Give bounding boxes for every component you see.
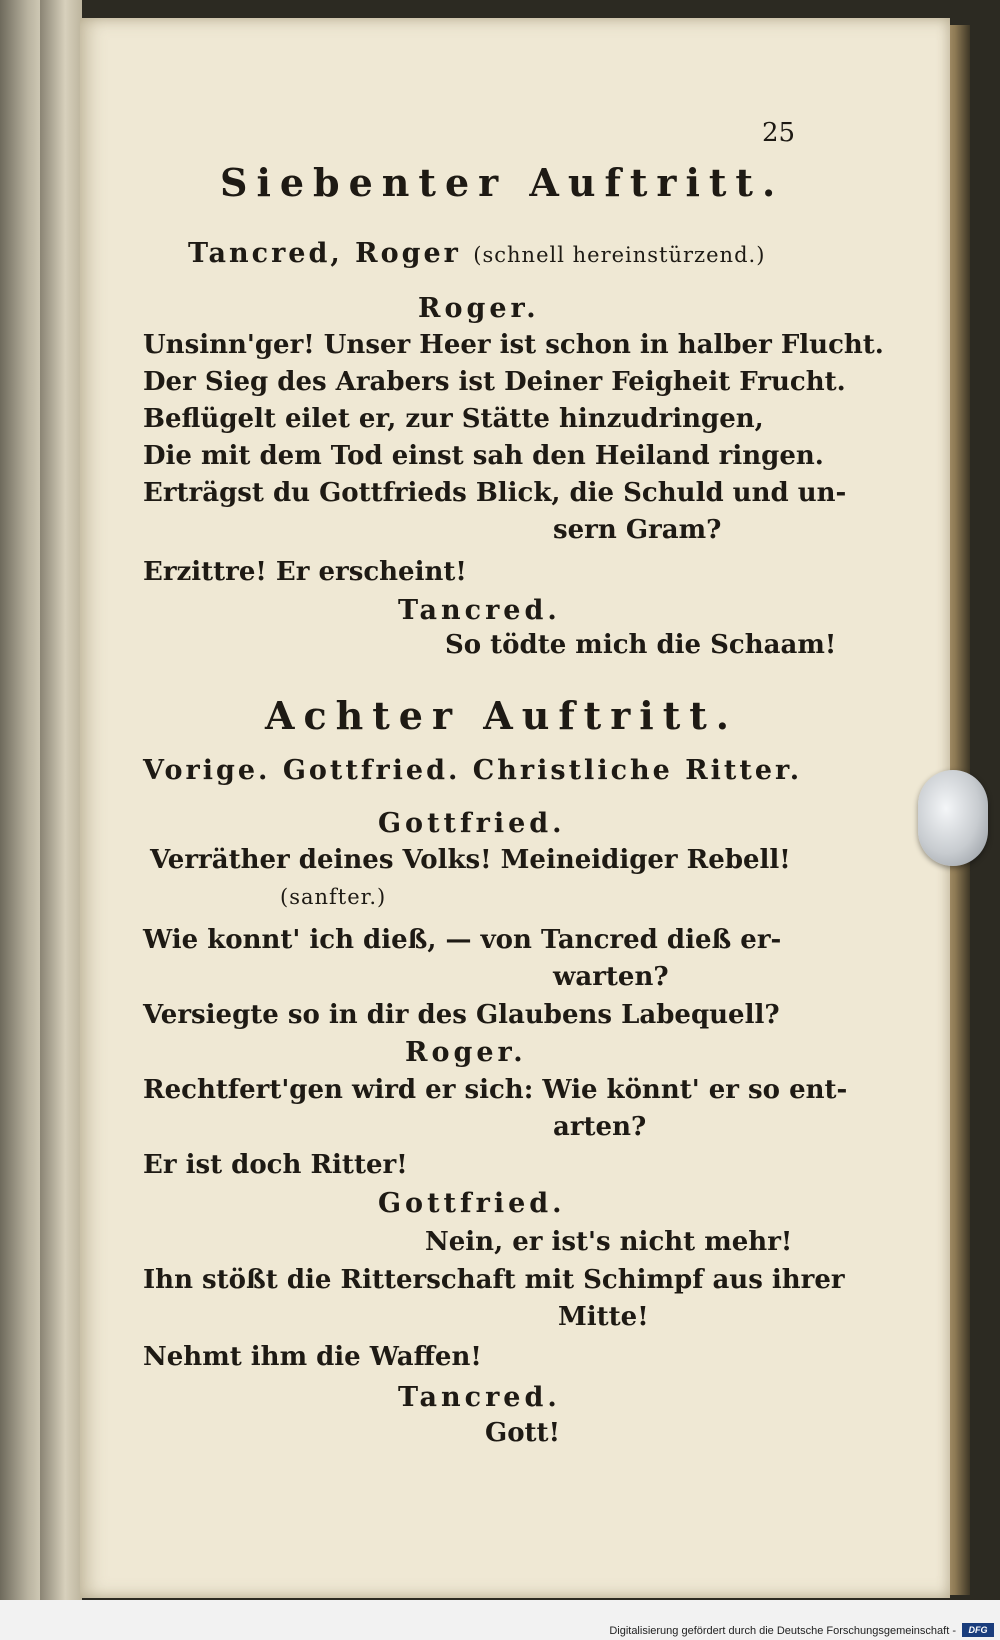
page-clip (918, 770, 988, 866)
verse-line: Rechtfert'gen wird er sich: Wie könnt' er so ent- (143, 1075, 848, 1105)
verse-line: Beflügelt eilet er, zur Stätte hinzudringen, (143, 404, 764, 434)
stage-direction: (schnell hereinstürzend.) (473, 243, 766, 267)
speaker: Gottfried. (378, 1188, 566, 1219)
scene-title-8: Achter Auftritt. (265, 693, 739, 738)
stage-direction: (sanfter.) (280, 885, 387, 909)
verse-line: sern Gram? (553, 515, 722, 545)
verse-line: Nein, er ist's nicht mehr! (425, 1227, 793, 1257)
footer-credit: Digitalisierung gefördert durch die Deutsche Forschungsgemeinschaft - (609, 1625, 956, 1637)
verse-line: Mitte! (558, 1302, 649, 1332)
verse-line: Erzittre! Er erscheint! (143, 557, 467, 587)
speaker: Tancred. (398, 1382, 561, 1413)
scene-persons-7 (188, 238, 765, 269)
verse-line: warten? (553, 962, 669, 992)
verse-line: So tödte mich die Schaam! (445, 630, 837, 660)
verse-line: Unsinn'ger! Unser Heer ist schon in halber Flucht. (143, 330, 884, 360)
left-page-edge (40, 0, 82, 1600)
persons-text: Tancred, Roger (188, 238, 461, 269)
verse-line: Versiegte so in dir des Glaubens Labequell? (143, 1000, 780, 1030)
speaker: Roger. (418, 293, 540, 324)
speaker: Gottfried. (378, 808, 566, 839)
verse-line: Die mit dem Tod einst sah den Heiland ringen. (143, 441, 824, 471)
verse-line: Nehmt ihm die Waffen! (143, 1342, 482, 1372)
verse-line: Verräther deines Volks! Meineidiger Rebell! (150, 845, 791, 875)
scene-title-7: Siebenter Auftritt. (220, 160, 785, 205)
verse-line: arten? (553, 1112, 647, 1142)
speaker: Roger. (405, 1037, 527, 1068)
verse-line: Ihn stößt die Ritterschaft mit Schimpf aus ihrer (143, 1265, 845, 1295)
page-number: 25 (762, 118, 796, 148)
scene-persons-8: Vorige. Gottfried. Christliche Ritter. (143, 755, 803, 786)
verse-line: Der Sieg des Arabers ist Deiner Feigheit Frucht. (143, 367, 846, 397)
verse-line: Er ist doch Ritter! (143, 1150, 408, 1180)
dfg-logo: DFG (962, 1623, 994, 1637)
verse-line: Wie konnt' ich dieß, — von Tancred dieß er- (143, 925, 782, 955)
verse-line: Erträgst du Gottfrieds Blick, die Schuld und un- (143, 478, 847, 508)
verse-line: Gott! (485, 1418, 560, 1448)
speaker: Tancred. (398, 595, 561, 626)
